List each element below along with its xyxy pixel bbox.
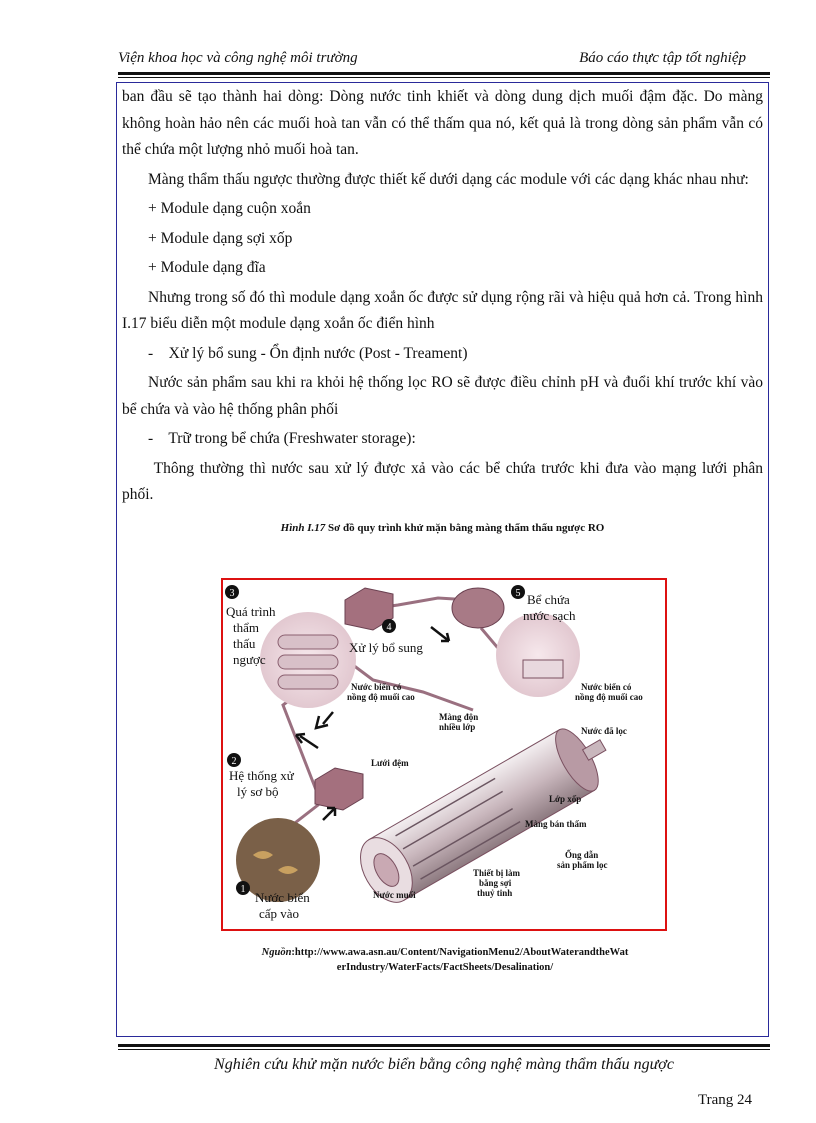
label-semipermeable: Màng bán thấm — [525, 819, 587, 829]
header-report-type: Báo cáo thực tập tốt nghiệp — [579, 50, 746, 66]
footer-rule — [118, 1044, 770, 1047]
list-item: + Module dạng đĩa — [148, 259, 266, 276]
label-step5: Bể chứa — [527, 592, 570, 607]
ro-tube — [278, 675, 338, 689]
label-step3: ngược — [233, 652, 266, 667]
figure-caption — [122, 515, 763, 542]
label-step4: Xử lý bổ sung — [349, 640, 423, 655]
ro-tube — [278, 635, 338, 649]
ro-diagram — [223, 580, 665, 929]
label-step3: thấu — [233, 636, 256, 651]
svg-text:2: 2 — [231, 756, 237, 767]
svg-text:4: 4 — [386, 622, 392, 633]
label-brine: nồng độ muối cao — [347, 692, 415, 702]
label-product-tube: sản phẩm lọc — [557, 860, 608, 870]
label-step1: Nước biển — [255, 890, 310, 905]
label-multilayer: Màng độn — [439, 712, 479, 722]
pretreatment-box — [315, 768, 363, 810]
label-step2: lý sơ bộ — [237, 784, 279, 799]
step-4-badge — [382, 619, 396, 633]
storage-bubble — [496, 613, 580, 697]
footer-rule-thin — [118, 1049, 770, 1050]
storage-tank — [452, 588, 504, 628]
label-step5: nước sạch — [523, 608, 576, 623]
label-brine: Nước biển có — [351, 682, 402, 692]
label-glass-fiber: bằng sợi — [479, 878, 512, 888]
source-url-cont: erIndustry/WaterFacts/FactSheets/Desalination/ — [336, 962, 554, 973]
label-multilayer: nhiều lớp — [439, 722, 476, 732]
source-label: Nguồn — [261, 947, 292, 958]
paragraph: Thông thường thì nước sau xử lý được xả vào các bể chứa trước khi đưa vào mạng lưới phân phối. — [122, 459, 767, 503]
list-item: + Module dạng sợi xốp — [148, 229, 293, 247]
label-brine: Nước biển có — [581, 682, 632, 692]
step-2-badge — [227, 753, 241, 767]
label-step3: thẩm — [233, 620, 259, 635]
bullet-item: - Trữ trong bể chứa (Freshwater storage): — [148, 430, 416, 447]
header-rule-thin — [118, 77, 770, 78]
source-url: :http://www.awa.asn.au/Content/NavigationMenu2/AboutWaterandtheWat — [291, 947, 629, 958]
paragraph: ban đầu sẽ tạo thành hai dòng: Dòng nước tinh khiết và dòng dung dịch muối đậm đặc. Do màng không hoàn hảo nên các muối hoà tan vẫn có thể thấm qua nó, kết quả là trong dòng sản phẩm vẫn có thể chứa một lượng nhỏ muối hoà tan. — [122, 88, 763, 158]
ro-process-figure — [221, 578, 667, 931]
caption-text: Sơ đồ quy trình khử mặn bằng màng thẩm thấu ngược RO — [325, 521, 605, 534]
header-institute: Viện khoa học và công nghệ môi trường — [118, 50, 358, 66]
label-salt-water: Nước muối — [373, 890, 416, 900]
paragraph: Nhưng trong số đó thì module dạng xoắn ốc được sử dụng rộng rãi và hiệu quả hơn cả. Trong hình I.17 biểu diễn một module dạng xoắn ốc điển hình — [122, 288, 763, 332]
body-text — [122, 84, 767, 541]
step-1-badge — [236, 881, 250, 895]
label-step2: Hệ thống xử — [229, 768, 294, 783]
paragraph: Màng thẩm thấu ngược thường được thiết kế dưới dạng các module với các dạng khác nhau như: — [148, 170, 749, 188]
flow-arrow-icon — [431, 627, 449, 641]
label-step3: Quá trình — [226, 604, 276, 619]
caption-label: Hình I.17 — [280, 521, 326, 534]
label-spacer: Lưới đệm — [371, 758, 409, 768]
label-porous: Lớp xốp — [549, 794, 582, 804]
flow-arrow-icon — [316, 712, 333, 728]
label-filtered-water: Nước đã lọc — [581, 726, 627, 736]
label-product-tube: Ống dẫn — [565, 850, 599, 860]
list-item: + Module dạng cuộn xoắn — [148, 200, 311, 217]
figure-source — [200, 945, 690, 975]
label-glass-fiber: Thiết bị làm — [473, 868, 521, 878]
svg-text:3: 3 — [229, 588, 235, 599]
step-5-badge — [511, 585, 525, 599]
svg-text:5: 5 — [515, 588, 521, 599]
label-step1: cấp vào — [259, 906, 300, 921]
header-rule — [118, 72, 770, 75]
bullet-item: - Xử lý bổ sung - Ổn định nước (Post - Treament) — [148, 344, 468, 362]
ro-tube — [278, 655, 338, 669]
label-brine: nồng độ muối cao — [575, 692, 643, 702]
footer-title: Nghiên cứu khử mặn nước biển bằng công nghệ màng thẩm thấu ngược — [214, 1056, 674, 1073]
paragraph: Nước sản phẩm sau khi ra khỏi hệ thống lọc RO sẽ được điều chỉnh pH và đuổi khí trước khí vào bể chứa và vào hệ thống phân phối — [122, 374, 763, 418]
sink-icon — [523, 660, 563, 678]
svg-text:1: 1 — [240, 884, 246, 895]
flow-arrow-icon — [323, 808, 335, 820]
step-3-badge — [225, 585, 239, 599]
label-glass-fiber: thuỷ tinh — [477, 888, 513, 898]
page-number: Trang 24 — [698, 1092, 753, 1108]
